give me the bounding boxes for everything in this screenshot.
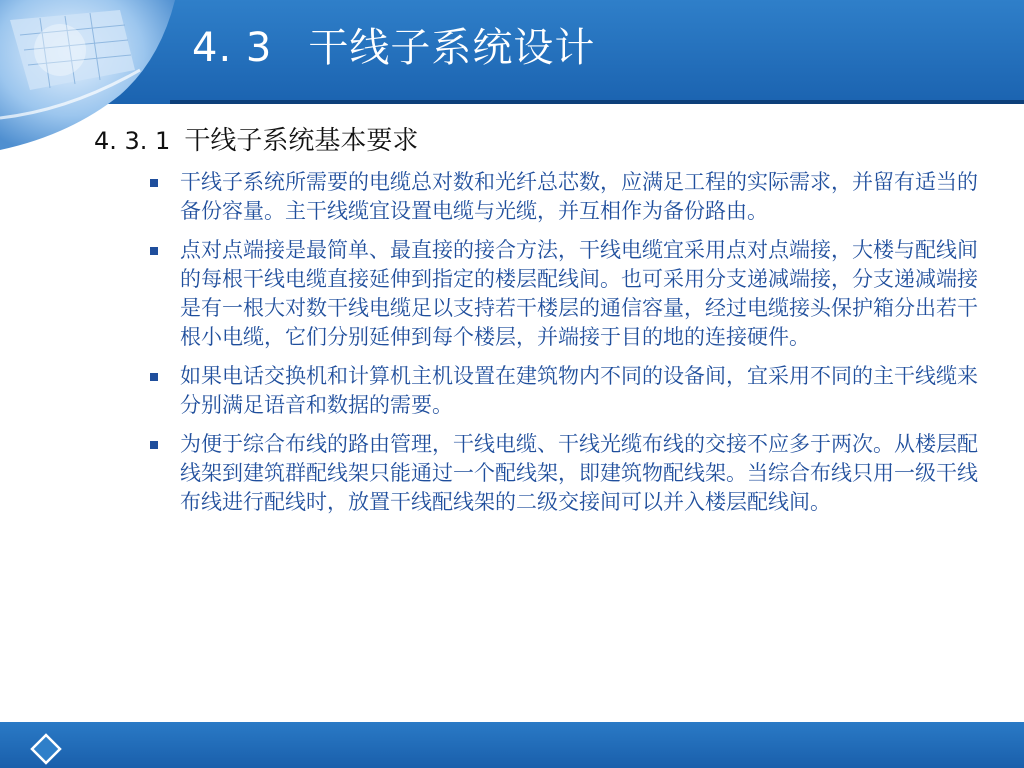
section-subtitle-text: 干线子系统基本要求 — [184, 126, 419, 156]
square-bullet-icon — [150, 373, 158, 381]
square-bullet-icon — [150, 441, 158, 449]
bullet-text: 点对点端接是最简单、最直接的接合方法，干线电缆宜采用点对点端接，大楼与配线间的每根干线电缆直接延伸到指定的楼层配线间。也可采用分支递减端接，分支递减端接是有一根大对数干线电缆足以支持若干楼层的通信容量，经过电缆接头保护箱分出若干根小电缆，它们分别延伸到每个楼层，并端接于目的地的连接硬件。 — [180, 238, 978, 349]
header-rule — [170, 100, 1024, 104]
section-subtitle — [94, 120, 418, 157]
square-bullet-icon — [150, 247, 158, 255]
square-bullet-icon — [150, 179, 158, 187]
slide-footer — [0, 722, 1024, 768]
section-subtitle-number: 4. 3. 1 — [94, 127, 171, 155]
slide-title-text: 干线子系统设计 — [308, 25, 596, 71]
bullet-item — [148, 168, 988, 226]
bullet-text: 干线子系统所需要的电缆总对数和光纤总芯数，应满足工程的实际需求，并留有适当的备份容量。主干线缆宜设置电缆与光缆，并互相作为备份路由。 — [180, 170, 978, 223]
slide-title-number: 4. 3 — [192, 25, 273, 71]
diamond-icon[interactable] — [30, 733, 62, 765]
bullet-text: 为便于综合布线的路由管理，干线电缆、干线光缆布线的交接不应多于两次。从楼层配线架到建筑群配线架只能通过一个配线架，即建筑物配线架。当综合布线只用一级干线布线进行配线时，放置干线配线架的二级交接间可以并入楼层配线间。 — [180, 432, 978, 514]
bullet-item — [148, 430, 988, 517]
slide-title — [192, 16, 595, 73]
bullet-item — [148, 362, 988, 420]
bullet-item — [148, 236, 988, 352]
bullet-text: 如果电话交换机和计算机主机设置在建筑物内不同的设备间，宜采用不同的主干线缆来分别满足语音和数据的需要。 — [180, 364, 978, 417]
bullet-list — [148, 168, 988, 527]
